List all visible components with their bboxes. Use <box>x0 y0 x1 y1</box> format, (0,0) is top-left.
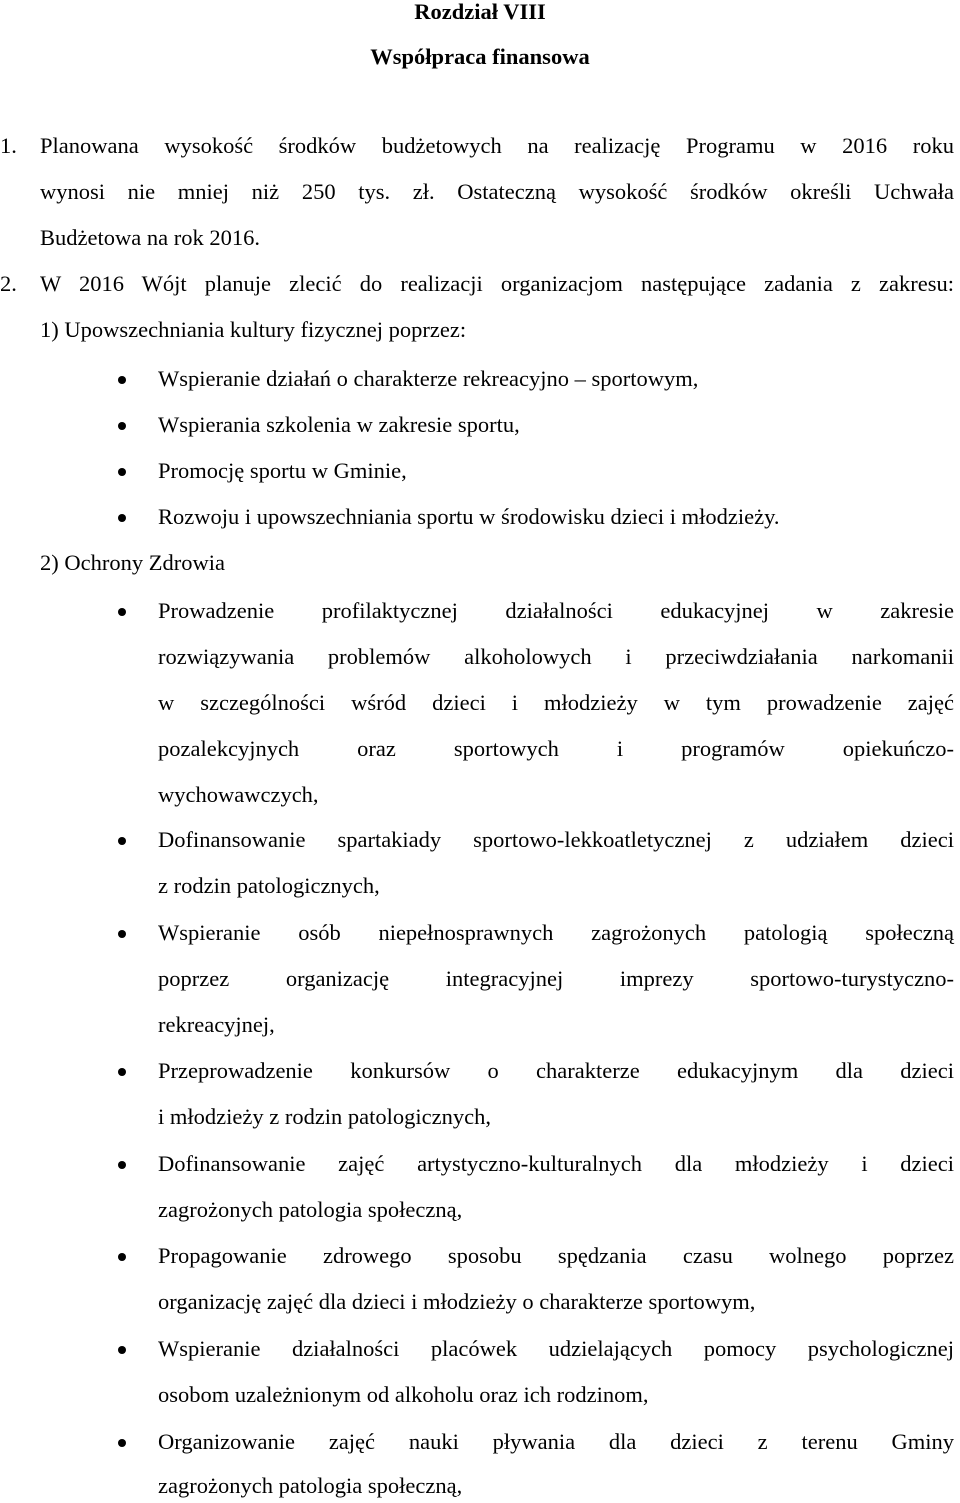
chapter-heading: Rozdział VIII <box>414 0 546 24</box>
sub2-item-5-line-2: zagrożonych patologia społeczną, <box>158 1197 463 1222</box>
sub1-item-1: Wspieranie działań o charakterze rekreacyjno – sportowym, <box>158 366 699 391</box>
bullet-icon <box>118 514 126 522</box>
sub2-item-2-line-2: z rodzin patologicznych, <box>158 873 380 898</box>
sub2-item-1-line-3: w szczególności wśród dzieci i młodzieży w tym prowadzenie zajęć <box>158 690 954 715</box>
sub2-item-4-line-2: i młodzieży z rodzin patologicznych, <box>158 1104 492 1129</box>
sub2-item-1-line-4: pozalekcyjnych oraz sportowych i programów opiekuńczo- <box>158 736 954 761</box>
section-2-number: 2. <box>0 271 17 296</box>
sub1-item-4: Rozwoju i upowszechniania sportu w środowisku dzieci i młodzieży. <box>158 504 780 529</box>
bullet-icon <box>118 1161 126 1169</box>
subsection-2-label: 2) Ochrony Zdrowia <box>40 550 225 575</box>
section-2-line: W 2016 Wójt planuje zlecić do realizacji organizacjom następujące zadania z zakresu: <box>40 271 954 296</box>
sub2-item-7-line-1: Wspieranie działalności placówek udzielających pomocy psychologicznej <box>158 1336 954 1361</box>
sub1-item-2: Wspierania szkolenia w zakresie sportu, <box>158 412 520 437</box>
sub2-item-7-line-2: osobom uzależnionym od alkoholu oraz ich rodzinom, <box>158 1382 649 1407</box>
sub2-item-6-line-2: organizację zajęć dla dzieci i młodzieży o charakterze sportowym, <box>158 1289 756 1314</box>
sub2-item-3-line-2: poprzez organizację integracyjnej imprezy sportowo-turystyczno- <box>158 966 954 991</box>
sub2-item-1-line-2: rozwiązywania problemów alkoholowych i przeciwdziałania narkomanii <box>158 644 954 669</box>
sub2-item-6-line-1: Propagowanie zdrowego sposobu spędzania czasu wolnego poprzez <box>158 1243 954 1268</box>
sub1-item-3: Promocję sportu w Gminie, <box>158 458 407 483</box>
bullet-icon <box>118 422 126 430</box>
bullet-icon <box>118 468 126 476</box>
bullet-icon <box>118 1068 126 1076</box>
bullet-icon <box>118 837 126 845</box>
sub2-item-1-line-1: Prowadzenie profilaktycznej działalności edukacyjnej w zakresie <box>158 598 954 623</box>
sub2-item-4-line-1: Przeprowadzenie konkursów o charakterze edukacyjnym dla dzieci <box>158 1058 954 1083</box>
section-1-number: 1. <box>0 133 17 158</box>
bullet-icon <box>118 1253 126 1261</box>
bullet-icon <box>118 376 126 384</box>
sub2-item-5-line-1: Dofinansowanie zajęć artystyczno-kulturalnych dla młodzieży i dzieci <box>158 1151 954 1176</box>
subsection-1-label: 1) Upowszechniania kultury fizycznej poprzez: <box>40 317 467 342</box>
sub2-item-3-line-3: rekreacyjnej, <box>158 1012 275 1037</box>
bullet-icon <box>118 1346 126 1354</box>
sub2-item-8-line-1: Organizowanie zajęć nauki pływania dla dzieci z terenu Gminy <box>158 1429 954 1454</box>
sub2-item-3-line-1: Wspieranie osób niepełnosprawnych zagrożonych patologią społeczną <box>158 920 954 945</box>
chapter-title: Współpraca finansowa <box>370 44 590 69</box>
section-1-line-2: wynosi nie mniej niż 250 tys. zł. Ostateczną wysokość środków określi Uchwała <box>40 179 954 204</box>
sub2-item-8-line-2: zagrożonych patologia społeczną, <box>158 1473 463 1498</box>
bullet-icon <box>118 930 126 938</box>
section-1-line-1: Planowana wysokość środków budżetowych na realizację Programu w 2016 roku <box>40 133 954 158</box>
bullet-icon <box>118 1439 126 1447</box>
sub2-item-2-line-1: Dofinansowanie spartakiady sportowo-lekkoatletycznej z udziałem dzieci <box>158 827 954 852</box>
section-1-line-3: Budżetowa na rok 2016. <box>40 225 260 250</box>
sub2-item-1-line-5: wychowawczych, <box>158 782 319 807</box>
bullet-icon <box>118 608 126 616</box>
